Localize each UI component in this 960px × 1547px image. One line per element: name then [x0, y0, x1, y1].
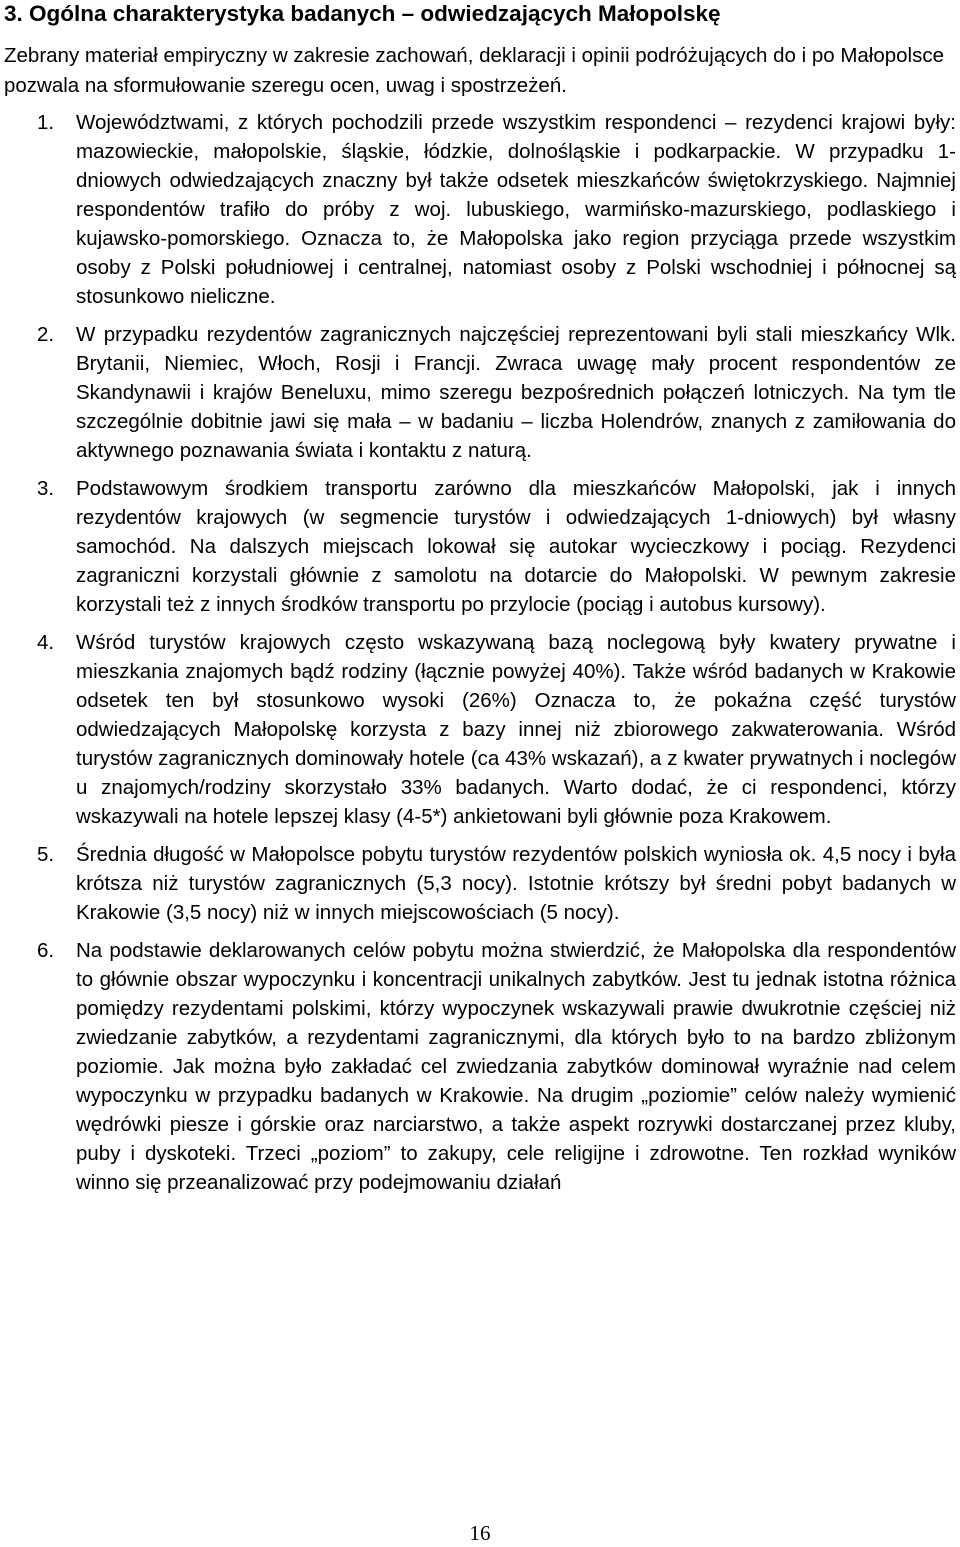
list-item-number: 1. — [37, 111, 55, 134]
list-item — [0, 840, 960, 927]
list-item-text: Podstawowym środkiem transportu zarówno dla mieszkańców Małopolski, jak i innych rezydentów krajowych (w segmencie turystów i odwiedzających 1-dniowych) był własny samochód. Na dalszych miejscach lokował się autokar wycieczkowy i pociąg. Rezydenci zagraniczni korzystali głównie z samolotu na dotarcie do Małopolski. W pewnym zakresie korzystali też z innych środków transportu po przylocie (pociąg i autobus kursowy). — [76, 477, 956, 616]
list-item-text: Województwami, z których pochodzili przede wszystkim respondenci – rezydenci krajowi były: mazowieckie, małopolskie, śląskie, łódzkie, dolnośląskie i podkarpackie. W przypadku 1-dniowych odwiedzających znaczny był także odsetek mieszkańców świętokrzyskiego. Najmniej respondentów trafiło do próby z woj. lubuskiego, warmińsko-mazurskiego, podlaskiego i kujawsko-pomorskiego. Oznacza to, że Małopolska jako region przyciąga przede wszystkim osoby z Polski południowej i centralnej, natomiast osoby z Polski wschodniej i północnej są stosunkowo nieliczne. — [76, 111, 956, 308]
list-item-number: 2. — [37, 323, 55, 346]
section-heading: 3. Ogólna charakterystyka badanych – odwiedzających Małopolskę — [4, 1, 721, 26]
page-number: 16 — [469, 1521, 491, 1545]
list-item-number: 5. — [37, 843, 55, 866]
list-item-text: Wśród turystów krajowych często wskazywaną bazą noclegową były kwatery prywatne i mieszkania znajomych bądź rodziny (łącznie powyżej 40%). Także wśród badanych w Krakowie odsetek ten był stosunkowo wysoki (26%) Oznacza to, że pokaźna część turystów odwiedzających Małopolskę korzysta z bazy innej niż zbiorowego zakwaterowania. Wśród turystów zagranicznych dominowały hotele (ca 43% wskazań), a z kwater prywatnych i noclegów u znajomych/rodziny skorzystało 33% badanych. Warto dodać, że ci respondenci, którzy wskazywali na hotele lepszej klasy (4-5*) ankietowani byli głównie poza Krakowem. — [76, 631, 956, 828]
list-item — [0, 320, 960, 465]
list-item-text: Na podstawie deklarowanych celów pobytu można stwierdzić, że Małopolska dla respondentów to głównie obszar wypoczynku i koncentracji unikalnych zabytków. Jest tu jednak istotna różnica pomiędzy rezydentami polskimi, którzy wypoczynek wskazywali prawie dwukrotnie częściej niż zwiedzanie zabytków, a rezydentami zagranicznymi, dla których było to na bardzo zbliżonym poziomie. Jak można było zakładać cel zwiedzania zabytków dominował wyraźnie nad celem wypoczynku w przypadku badanych w Krakowie. Na drugim „poziomie” celów należy wymienić wędrówki piesze i górskie oraz narciarstwo, a także aspekt rozrywki dostarczanej przez kluby, puby i dyskoteki. Trzeci „poziom” to zakupy, cele religijne i zdrowotne. Ten rozkład wyników winno się przeanalizować przy podejmowaniu działań — [76, 939, 956, 1194]
findings-list — [0, 108, 960, 1206]
list-item — [0, 474, 960, 619]
list-item-number: 6. — [37, 939, 55, 962]
list-item-number: 3. — [37, 477, 55, 500]
intro-paragraph: Zebrany materiał empiryczny w zakresie zachowań, deklaracji i opinii podróżujących do i po Małopolsce pozwala na sformułowanie szeregu ocen, uwag i spostrzeżeń. — [4, 44, 945, 97]
list-item-number: 4. — [37, 631, 55, 654]
list-item-text: Średnia długość w Małopolsce pobytu turystów rezydentów polskich wyniosła ok. 4,5 nocy i była krótsza niż turystów zagranicznych (5,3 nocy). Istotnie krótszy był średni pobyt badanych w Krakowie (3,5 nocy) niż w innych miejscowościach (5 nocy). — [76, 843, 956, 924]
list-item-text: W przypadku rezydentów zagranicznych najczęściej reprezentowani byli stali mieszkańcy Wlk. Brytanii, Niemiec, Włoch, Rosji i Francji. Zwraca uwagę mały procent respondentów ze Skandynawii i krajów Beneluxu, mimo szeregu bezpośrednich połączeń lotniczych. Na tym tle szczególnie dobitnie jawi się mała – w badaniu – liczba Holendrów, znanych z zamiłowania do aktywnego poznawania świata i kontaktu z naturą. — [76, 323, 956, 462]
list-item — [0, 628, 960, 831]
list-item — [0, 936, 960, 1197]
list-item — [0, 108, 960, 311]
